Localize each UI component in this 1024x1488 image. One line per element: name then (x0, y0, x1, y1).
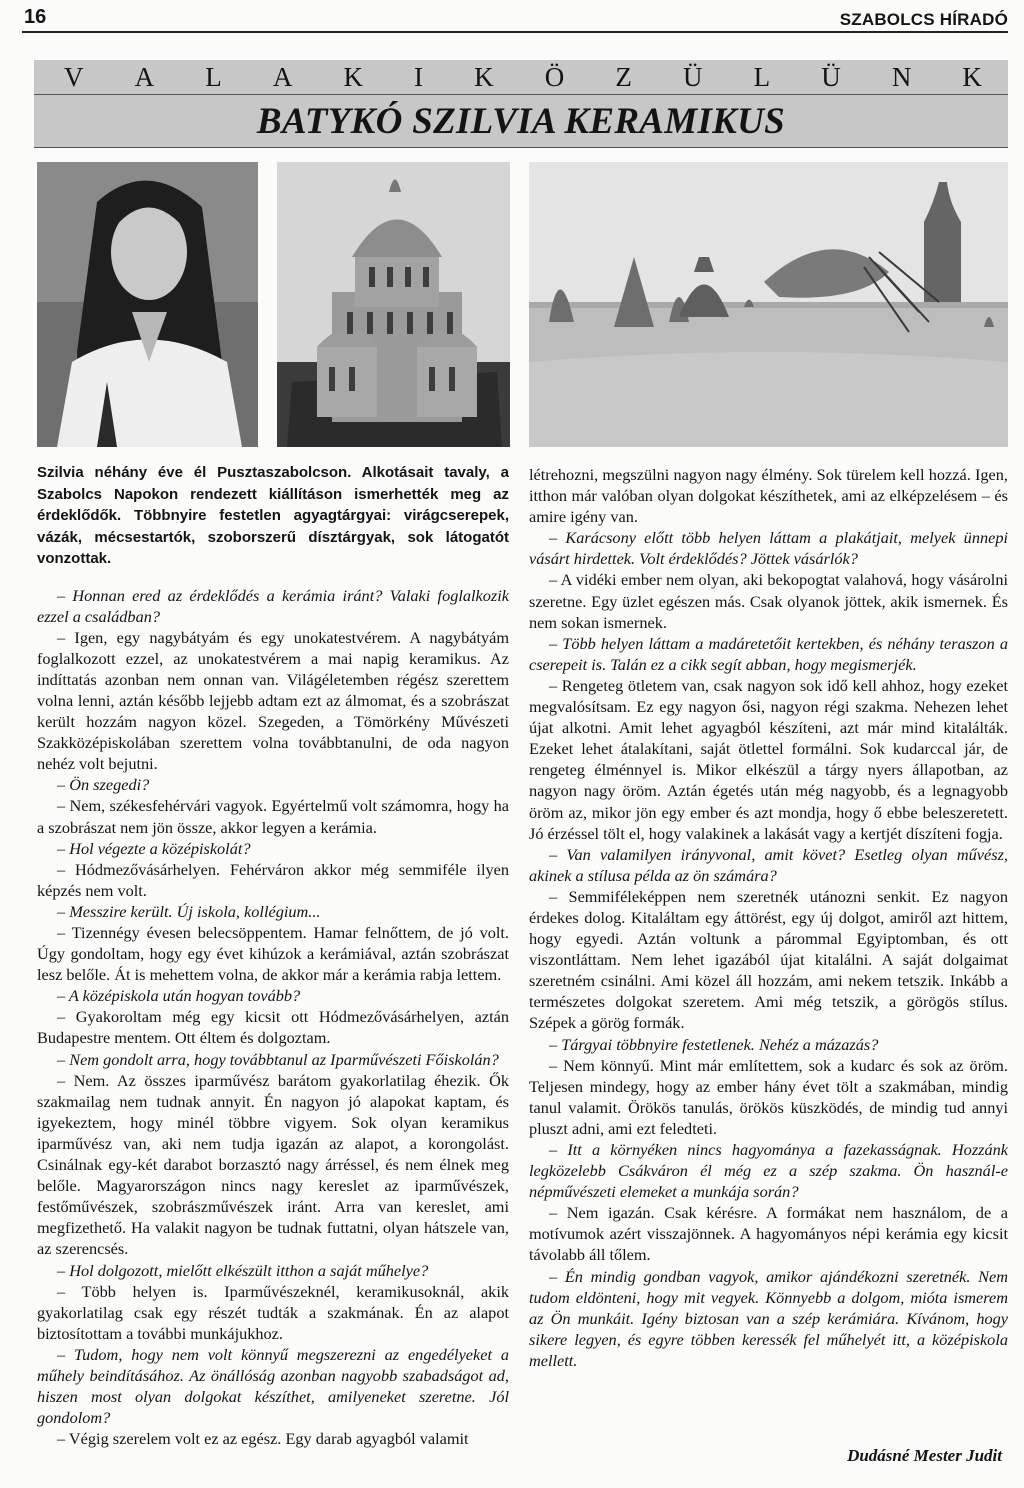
interview-question: – Én mindig gondban vagyok, amikor ajándékozni szeretnék. Nem tudom eldönteni, hogy mit vegyek. Könnyebb a dolgom, mióta ismerem az Ön munkáit. Igény biztosan van a szép kerámiára. Kívánom, hogy sikere legyen, és egyre többen keressék fel műhelyét itt, a középiskola mellett. (529, 1266, 1008, 1370)
kicker-letter: Ö (544, 62, 565, 92)
section-banner (34, 60, 1008, 148)
interview-question: – Van valamilyen irányvonal, amit követ? Esetleg olyan művész, akinek a stílusa példa az ön számára? (529, 844, 1008, 885)
kicker-letter: A (272, 62, 293, 92)
kicker-letter: V (64, 62, 84, 92)
interview-question: – Hol végezte a középiskolát? (57, 838, 251, 858)
section-kicker (34, 62, 1008, 93)
magazine-title: SZABOLCS HÍRADÓ (839, 10, 1008, 29)
kicker-letter: Ü (821, 62, 841, 92)
ceramic-exhibition-photo (529, 162, 1008, 447)
interview-answer: – Nem igazán. Csak kérésre. A formákat nem használom, de a motívumok azért visszajönnek. A hagyományos népi kerámia egy kicsit távolabb áll tőlem. (529, 1203, 1008, 1265)
article-right-column (529, 464, 1008, 1434)
interview-answer: – Nem könnyű. Mint már említettem, sok a kudarc és sok az öröm. Teljesen mindegy, hogy az ember hány évet tölt a szakmában, mindig tanul valamit. Örökös tanulás, örökös küszködés, de mindig tud annyi pluszt adni, ami ezt feledteti. (529, 1055, 1008, 1138)
kicker-letter: L (753, 62, 771, 92)
interview-question: – Messzire került. Új iskola, kollégium... (57, 901, 321, 921)
interview-answer: – Tizennégy évesen belecsöppentem. Hamar felnőttem, de jó volt. Úgy gondoltam, hogy egy évet kihúzok a kerámiával, aztán szobrászat lesz belőle. Át is mehettem volna, de akkor már a kerámia rabja lettem. (37, 923, 509, 985)
interview-answer: – Semmiféleképpen nem szeretnék utánozni senkit. Ez nagyon érdekes dolog. Kitaláltam egy áttörést, egy új dolgot, amiről azt hittem, hogy egyedi. Aztán voltunk a párommal Egyiptomban, és ott viszontláttam. Nem lehet igazából újat kitalálni. A saját dolgaimat szeretném csinálni. Ami közel áll hozzám, ami nekem tetszik. Inkább a természetes dolgokat szeretem. Ami még tetszik, a görögös stílus. Szépek a görög formák. (529, 886, 1008, 1033)
header-rule (22, 31, 1008, 33)
banner-bottom-rule (34, 147, 1008, 148)
article-title: BATYKÓ SZILVIA KERAMIKUS (256, 101, 786, 142)
kicker-letter: K (962, 62, 982, 92)
interview-answer: – Nem, székesfehérvári vagyok. Egyértelmű volt számomra, hogy ha a szobrászat nem jön össze, akkor legyen a kerámia. (37, 796, 509, 837)
kicker-letter: N (891, 62, 912, 92)
interview-answer: – A vidéki ember nem olyan, aki bekopogtat valahová, hogy vásárolni szeretne. Egy üzlet egészen más. Csak olyanok jöttek, akik ismernek. És nem sokan ismernek. (529, 570, 1008, 632)
kicker-letter: L (205, 62, 222, 92)
interview-question: – Tudom, hogy nem volt könnyű megszerezni az engedélyeket a műhely beindításához. Az önállóság azonban nagyobb szabadságot ad, hiszen most olyan dolgokat készíthet, amilyeneket szeretne. Jól gondolom? (37, 1344, 509, 1428)
interview-answer: – Rengeteg ötletem van, csak nagyon sok idő kell ahhoz, hogy ezeket megvalósítsam. Ez egy nagyon ősi, nagyon régi szakma. Nehezen lehet újat alkotni. Amit lehet agyagból készíteni, azt már mind kitalálták. Ezeket lehet átalakítani, saját ötlettel formálni. Sok kudarccal jár, de rengeteg élménnyel is. Mikor elkészül a tárgy nyers állapotban, az nagyon nagy öröm. Aztán égetés után még nagyobb, és a legnagyobb öröm az, mikor jön egy ember és azt mondja, hogy ő ebbe beleszeretett. Jó érzéssel tölt el, hogy valakinek a lakását vagy a kertjét díszíteni fogja. (529, 675, 1008, 843)
interview-answer: – Több helyen is. Iparművészeknél, keramikusoknál, akik gyakorlatilag csak egy részét tudták a szakmának. Én az alapot biztosítottam a további munkájukhoz. (37, 1281, 509, 1343)
kicker-letter: K (474, 62, 494, 92)
interview-question: – A középiskola után hogyan tovább? (57, 986, 301, 1006)
interview-answer: – Gyakoroltam még egy kicsit ott Hódmezővásárhelyen, aztán Budapestre mentem. Ott éltem és dolgoztam. (37, 1007, 509, 1048)
kicker-letter: A (134, 62, 155, 92)
ceramic-church-sculpture-photo (277, 162, 510, 447)
kicker-letter: Ü (682, 62, 703, 92)
interview-question: – Honnan ered az érdeklődés a kerámia iránt? Valaki foglalkozik ezzel a családban? (37, 585, 509, 626)
interview-answer: – Hódmezővásárhelyen. Fehérváron akkor még semmiféle ilyen képzés nem volt. (37, 859, 509, 900)
continued-answer: létrehozni, megszülni nagyon nagy élmény. Sok türelem kell hozzá. Igen, itthon már valóban olyan dolgokat készíthetek, ami az elképzelésem – és amire igény van. (529, 465, 1008, 527)
interview-question: – Ön szegedi? (57, 775, 150, 795)
interview-question: – Hol dolgozott, mielőtt elkészült itthon a saját műhelye? (57, 1260, 429, 1280)
author-signature: Dudásné Mester Judit (847, 1446, 1002, 1465)
interview-answer: – Igen, egy nagybátyám és egy unokatestvérem. A nagybátyám foglalkozott ezzel, az unokatestvérem a mai napig keramikus. Az indíttatás azonban nem onnan van. Világéletemben régész szerettem volna lenni, aztán később lejjebb adtam ezt az álmomat, és a szobrászat került hozzám nagyon közel. Szegeden, a Tömörkény Művészeti Szakközépiskolában szerettem volna továbbtanulni, de oda nagyon nehéz volt bejutni. (37, 627, 509, 774)
page-number: 16 (24, 6, 47, 28)
kicker-letter: I (414, 62, 424, 92)
kicker-letter: Z (615, 62, 632, 92)
interview-question: – Nem gondolt arra, hogy továbbtanul az Iparművészeti Főiskolán? (57, 1049, 499, 1069)
article-lead: Szilvia néhány éve él Pusztaszabolcson. Alkotásait tavaly, a Szabolcs Napokon rendezett kiállításon ismerhették meg az érdeklődők. Többnyire festetlen agyagtárgyai: virágcserepek, vázák, mécsestartók, szoborszerű dísztárgyak, sok látogatót vonzottak. (37, 464, 509, 567)
interview-question: – Tárgyai többnyire festetlenek. Nehéz a mázazás? (549, 1034, 879, 1054)
interview-answer: – Nem. Az összes iparművész barátom gyakorlatilag éhezik. Ők szakmailag nem tudnak annyit. Én nagyon jó alapokat kaptam, és igyekeztem, hogy minél többre vigyem. Sok olyan keramikus iparművész van, aki nem tudja igazán az alapot, a korongolást. Csinálnak egy-két darabot borzasztó nagy árréssel, és nem élnek meg belőle. Magyarországon nincs nagy kereslet az iparművészek, festőművészek, szobrászművészek iránt. Arra van kereslet, ami megfizethető. Ha valakit nagyon be tudnak futtatni, olyan hátszele van, az szerencsés. (37, 1070, 509, 1259)
portrait-photo (37, 162, 258, 447)
interview-question: – Itt a környéken nincs hagyománya a fazekasságnak. Hozzánk legközelebb Csákváron él még ez a szép szakma. Ön használ-e népművészeti elemeket a munkája során? (529, 1140, 1008, 1202)
kicker-letter: K (343, 62, 363, 92)
interview-question: – Több helyen láttam a madáretetőit kertekben, és néhány teraszon a cserepeit is. Talán ez a cikk segít abban, hogy megismerjék. (529, 633, 1008, 674)
interview-answer: – Végig szerelem volt ez az egész. Egy darab agyagból valamit (57, 1429, 469, 1449)
article-left-column (37, 462, 509, 1480)
banner-divider (34, 94, 1008, 95)
interview-question: – Karácsony előtt több helyen láttam a plakátjait, melyek ünnepi vásárt hirdettek. Volt érdeklődés? Jöttek vásárlók? (529, 528, 1008, 569)
